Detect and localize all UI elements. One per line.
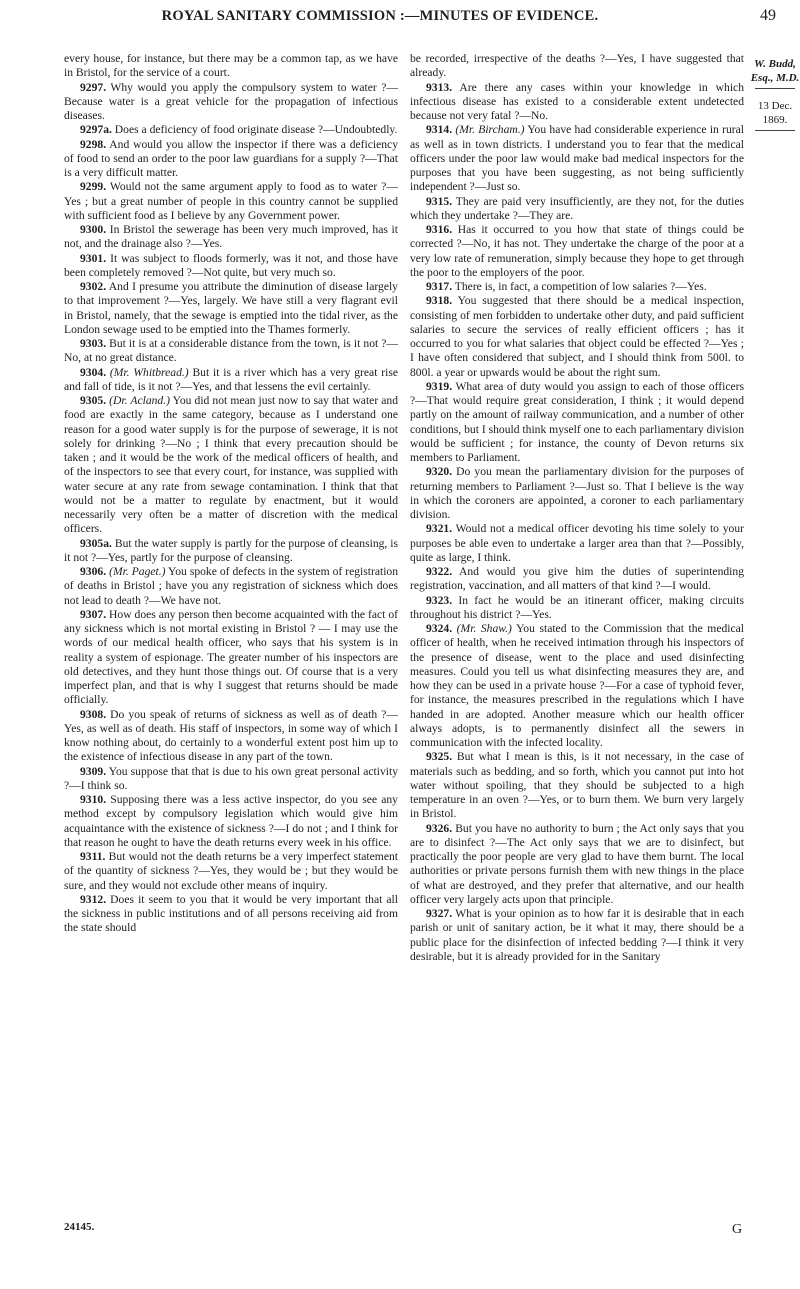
question-paragraph — [64, 252, 398, 281]
question-number: 9317. — [426, 280, 453, 293]
question-paragraph — [410, 822, 744, 908]
question-number: 9318. — [426, 294, 453, 308]
question-paragraph — [410, 465, 744, 522]
paragraph-text: And I presume you attribute the diminution of disease largely to that improvement ?—Yes, largely. We have still a very flagrant evil in Bristol, namely, that the sewage is emptied into the tidal river, as the London sewage used to be emptied into the Thames formerly. — [64, 280, 398, 336]
question-paragraph — [410, 294, 744, 380]
paragraph-text: You suggested that there should be a medical inspection, consisting of men forbidden to undertake other duty, and paid sufficient salaries to secure the services of really efficient officers ; has it occurred to you for what salaries that object could be effected ?—Yes ; I have often considered that subject, and I should think from 500l. to 800l. a year or upwards would be about the right sum. — [410, 294, 745, 379]
question-number: 9326. — [426, 821, 453, 835]
question-number: 9299. — [80, 180, 107, 194]
left-column — [64, 52, 398, 936]
paragraph-text: Supposing there was a less active inspector, do you see any method except by compulsory legislation which would give him acquaintance with the existence of sickness ?—I do not ; and I think for that reason he ought to have the death returns every week in his office. — [64, 793, 398, 849]
question-paragraph — [64, 708, 398, 765]
question-number: 9312. — [80, 892, 107, 906]
paragraph-text: be recorded, irrespective of the deaths ?—Yes, I have suggested that already. — [410, 52, 744, 80]
question-paragraph — [64, 565, 398, 608]
margin-rule-2 — [755, 130, 795, 131]
question-number: 9302. — [80, 280, 107, 293]
question-number: 9322. — [426, 565, 453, 578]
paragraph-text: How does any person then become acquainted with the fact of any sickness which is not mortal existing in Bristol ? — I may use the words of our medical health officer, who says that his system is in reality a system of espionage. The greater number of his inspectors are old detectives, and they hunt those things out. Of course that is a very imperfect plan, and that is why I suggest that returns should be made officially. — [64, 607, 398, 707]
paragraph-text: You have had considerable experience in rural as well as in town districts. I understand you to fear that the medical officers under the poor law would make bad medical inspectors for the purposes that you have been suggesting, as not being sufficiently independent ?—Just so. — [410, 123, 744, 194]
question-number: 9323. — [426, 593, 453, 607]
question-number: 9306. — [80, 565, 107, 578]
question-paragraph — [410, 622, 744, 750]
paragraph-text: You suppose that that is due to his own great personal activity ?—I think so. — [64, 764, 398, 792]
question-number: 9298. — [80, 137, 107, 151]
paragraph-text: Why would you apply the compulsory system to water ?—Because water is a great vehicle for the propagation of infectious diseases. — [64, 80, 398, 122]
question-paragraph — [64, 123, 398, 137]
paragraph-text: You spoke of defects in the system of registration of deaths in Bristol ; have you any registration of sickness which does not lead to death ?—We have not. — [64, 565, 399, 607]
question-paragraph — [64, 394, 398, 537]
question-number: 9308. — [80, 707, 107, 721]
page-header — [0, 8, 800, 28]
paragraph-text: What area of duty would you assign to each of those officers ?—That would require great consideration, I think ; it would depend partly on the amount of railway communication, and a number of other conditions, but I should think myself one to each parliamentary division would be sufficient ; for instance, the county of Devon returns six members to Parliament. — [410, 379, 744, 464]
question-number: 9313. — [426, 80, 453, 94]
question-paragraph — [64, 180, 398, 223]
paragraph-text: But it is at a considerable distance from the town, is it not ?—No, at no great distance. — [64, 337, 398, 365]
paragraph-text: But it is a river which has a very great rise and fall of tide, is it not ?—Yes, and that lessens the evil certainly. — [64, 365, 398, 393]
question-paragraph — [410, 594, 744, 623]
paragraph-text: And would you allow the inspector if there was a deficiency of food to send an order to the poor law guardians for a supply ?—That is a very difficult matter. — [64, 137, 398, 179]
paragraph-text: They are paid very insufficiently, are they not, for the duties which they undertake ?—They are. — [410, 194, 744, 222]
right-column — [410, 52, 744, 964]
paragraph-text: But would not the death returns be a very imperfect statement of the quantity of sickness ?—Yes, they would be ; but they would be sure, and they would not exclude other means of inquiry. — [64, 850, 398, 892]
question-number: 9307. — [80, 607, 107, 621]
question-number: 9311. — [80, 850, 106, 863]
question-number: 9327. — [426, 907, 453, 920]
question-number: 9325. — [426, 750, 453, 764]
witness-date: 13 Dec. 1869. — [757, 100, 793, 126]
question-number: 9305a. — [80, 536, 112, 550]
question-number: 9314. — [426, 123, 453, 137]
paragraph-text: every house, for instance, but there may be a common tap, as we have in Bristol, for the service of a court. — [64, 52, 398, 80]
question-paragraph — [64, 138, 398, 181]
question-paragraph — [64, 223, 398, 252]
paragraph-text: You stated to the Commission that the medical officer of health, when he received intimation through his inspectors of the presence of disease, went to the place and used disinfecting measures. Could you tell us what disinfecting measures they are, and how they can be used in a private house ?—For a case of typhoid fever, for instance, the measures prescribed in the regulations which I have handed in are adopted. Another measure which our health officer always adopts, is to permanently disinfect all the sewers in communication with the infected locality. — [410, 622, 744, 749]
question-number: 9301. — [80, 251, 107, 265]
question-paragraph — [64, 52, 398, 81]
paragraph-text: But you have no authority to burn ; the Act only says that you are to disinfect ?—The Act only says that we are to disinfect, but practically the poor people are very glad to have them burnt. The local authorities or private persons furnish them with new things in the place of what are destroyed, and they prefer that alternative, and our health officer very largely acts upon that principle. — [410, 821, 744, 906]
speaker-name: (Dr. Acland.) — [109, 394, 170, 407]
question-number: 9315. — [426, 194, 453, 208]
paragraph-text: Would not the same argument apply to food as to water ?—Yes ; but a great number of people in this country cannot be supplied with sufficient food as I believe by any Government power. — [64, 180, 398, 222]
question-paragraph — [410, 380, 744, 466]
question-number: 9321. — [426, 522, 453, 536]
witness-name: W. Budd, Esq., M.D. — [750, 58, 800, 84]
question-paragraph — [64, 608, 398, 708]
speaker-name: (Mr. Shaw.) — [456, 622, 512, 635]
speaker-name: (Mr. Bircham.) — [455, 123, 525, 137]
question-paragraph — [410, 565, 744, 594]
question-number: 9320. — [426, 465, 453, 479]
question-paragraph — [64, 850, 398, 893]
paragraph-text: In Bristol the sewerage has been very much improved, has it not, and the drainage also ?—Yes. — [64, 223, 398, 251]
paragraph-text: Does a deficiency of food originate disease ?—Undoubtedly. — [114, 123, 398, 137]
question-number: 9309. — [80, 764, 107, 778]
speaker-name: (Mr. Whitbread.) — [109, 365, 189, 379]
question-number: 9303. — [80, 337, 107, 350]
question-paragraph — [410, 907, 744, 964]
batch-number: 24145. — [64, 1221, 95, 1233]
paragraph-text: There is, in fact, a competition of low salaries ?—Yes. — [454, 280, 707, 293]
question-number: 9297. — [80, 80, 107, 94]
paragraph-text: It was subject to floods formerly, was it not, and those have been completely removed ?—Not quite, but very much so. — [64, 251, 398, 279]
question-paragraph — [410, 123, 744, 194]
question-number: 9305. — [80, 394, 107, 407]
question-number: 9304. — [80, 365, 107, 379]
paragraph-text: And would you give him the duties of superintending registration, vaccination, and all matters of that kind ?—I would. — [410, 565, 744, 593]
question-paragraph — [410, 195, 744, 224]
question-number: 9310. — [80, 793, 107, 806]
paragraph-text: Are there any cases within your knowledge in which infectious disease has existed to a considerable extent undetected because not very fatal ?—No. — [410, 80, 744, 122]
question-paragraph — [410, 223, 744, 280]
paragraph-text: In fact he would be an itinerant officer, making circuits throughout his district ?—Yes. — [410, 593, 745, 621]
question-number: 9319. — [426, 379, 453, 393]
question-paragraph — [410, 522, 744, 565]
question-paragraph — [64, 893, 398, 936]
paragraph-text: Would not a medical officer devoting his time solely to your purposes be able even to undertake a larger area than that ?—Possibly, quite as large, I think. — [410, 522, 744, 564]
paragraph-text: Do you speak of returns of sickness as well as of death ?—Yes, as well as of death. His staff of inspectors, in some way of which I know nothing about, do certainly to a wonderful extent post him up to the existence of infectious disease in any part of the town. — [64, 707, 398, 764]
running-head: ROYAL SANITARY COMMISSION :—MINUTES OF EVIDENCE. — [161, 8, 599, 24]
question-paragraph — [410, 81, 744, 124]
question-number: 9316. — [426, 223, 453, 236]
question-number: 9324. — [426, 622, 453, 635]
paragraph-text: Does it seem to you that it would be very important that all the sickness in public institutions and of all persons receiving aid from the state should — [64, 892, 398, 935]
question-paragraph — [410, 280, 744, 294]
question-paragraph — [64, 366, 398, 395]
paragraph-text: What is your opinion as to how far it is desirable that in each parish or unit of sanitary action, be it what it may, there should be a public place for the disinfection of infected bedding ?—I think it very desirable, but it is already provided for in the Sanitary — [410, 907, 744, 963]
question-paragraph — [64, 793, 398, 850]
paragraph-text: But what I mean is this, is it not necessary, in the case of materials such as bedding, and so forth, which you cannot put into hot water without spoiling, that they should be subjected to a high temperature in an oven ?—Yes, or to burn them. We burn very largely in Bristol. — [410, 750, 744, 821]
question-paragraph — [410, 52, 744, 81]
question-paragraph — [64, 337, 398, 366]
margin-rule — [755, 88, 795, 89]
margin-note — [750, 57, 800, 131]
question-paragraph — [64, 280, 398, 337]
paragraph-text: Do you mean the parliamentary division for the purposes of returning members to Parliament ?—Just so. That I believe is the way in which the coroners are appointed, a coroner to each parliamentary division. — [410, 465, 744, 521]
question-number: 9297a. — [80, 123, 112, 137]
page-number: 49 — [760, 7, 776, 24]
question-paragraph — [64, 81, 398, 124]
question-paragraph — [64, 537, 398, 566]
question-number: 9300. — [80, 223, 107, 236]
signature-mark: G — [732, 1222, 743, 1237]
question-paragraph — [410, 750, 744, 821]
speaker-name: (Mr. Paget.) — [109, 565, 166, 578]
paragraph-text: Has it occurred to you how that state of things could be corrected ?—No, it has not. They undertake the charge of the poor at a very low rate of remuneration, simply because they hope to get through the poor to the employers of the poor. — [410, 223, 744, 279]
paragraph-text: But the water supply is partly for the purpose of cleansing, is it not ?—Yes, partly for the purpose of cleansing. — [64, 536, 399, 564]
paragraph-text: You did not mean just now to say that water and food are exactly in the same category, because as I understand one reason for a good water supply is for the purpose of sewerage, it is not solely for drinking ?—No ; I think that every precaution should be taken ; and it would be the work of the medical officers of health, and of the inspectors to see that every court, for instance, was supplied with water secure at any rate from sewage contamination. I think that that would not be a matter to regulate by enactment, but it would necessarily very often be a matter of discretion with the medical officers. — [64, 394, 398, 536]
question-paragraph — [64, 765, 398, 794]
